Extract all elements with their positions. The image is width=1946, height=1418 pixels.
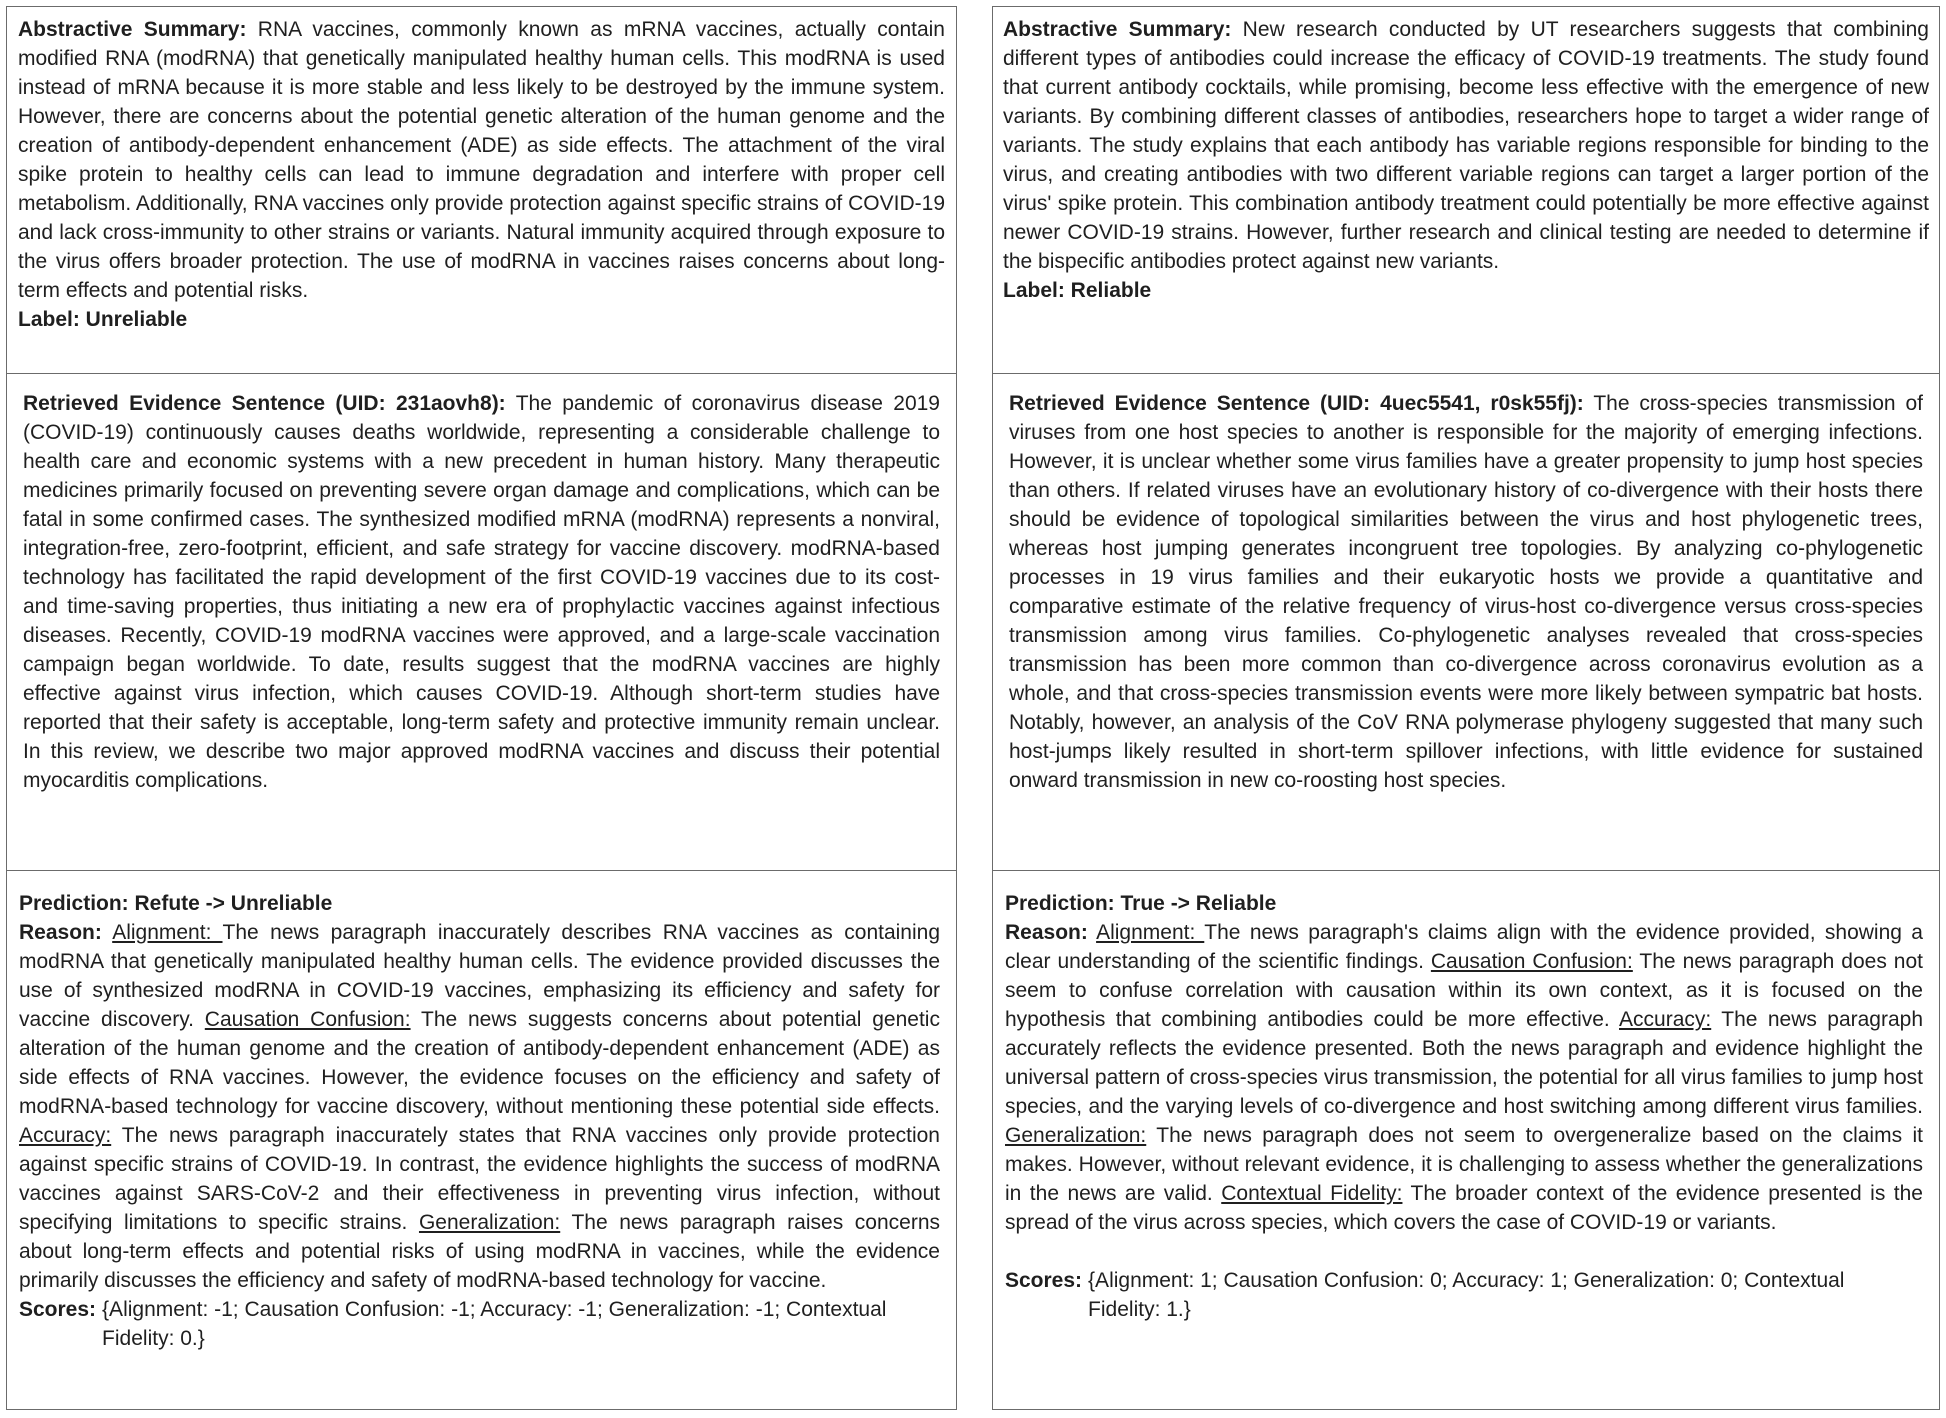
summary-key: Abstractive Summary: bbox=[18, 18, 247, 41]
causation-text: The news suggests concerns about potential genetic alteration of the human genome and the creation of antibody-dependent enhancement (ADE) as side effects of RNA vaccines. However, the evidence focuses on the efficiency and safety of modRNA-based technology for vaccine discovery, without mentioning these potential side effects. bbox=[19, 1008, 940, 1118]
accuracy-text: The news paragraph accurately reflects the evidence presented. Both the news paragraph and evidence highlight the universal pattern of cross-species virus transmission, the potential for all virus families to jump host species, and the varying levels of co-divergence and host switching among different virus families. bbox=[1005, 1008, 1924, 1118]
prediction-section bbox=[7, 870, 956, 1409]
prediction-section bbox=[993, 870, 1939, 1409]
prediction-title-line bbox=[19, 889, 940, 918]
label-text: Label: Reliable bbox=[1003, 279, 1152, 302]
abstractive-summary-section bbox=[7, 7, 956, 373]
label-line bbox=[1003, 276, 1929, 305]
generalization-text: The news paragraph does not seem to overgeneralize based on the claims it makes. However, without relevant evidence, it is challenging to assess whether the generalizations in the news are valid. bbox=[1005, 1124, 1923, 1205]
scores-text: {Alignment: 1; Causation Confusion: 0; Accuracy: 1; Generalization: 0; Contextual Fidelity: 1.} bbox=[1088, 1269, 1845, 1321]
scores-line bbox=[19, 1295, 940, 1353]
alignment-key: Alignment: bbox=[1096, 921, 1205, 944]
accuracy-key: Accuracy: bbox=[1619, 1008, 1712, 1031]
reason-paragraph bbox=[1005, 918, 1923, 1237]
accuracy-key: Accuracy: bbox=[19, 1124, 112, 1147]
summary-text: New research conducted by UT researchers suggests that combining different types of antibodies could increase the efficacy of COVID-19 treatments. The study found that current antibody cocktails, while promising, become less effective with the emergence of new variants. By combining different classes of antibodies, researchers hope to target a wider range of variants. The study explains that each antibody has variable regions responsible for binding to the virus, and creating antibodies with two different variable regions can target a larger portion of the virus' spike protein. This combination antibody treatment could potentially be more effective against newer COVID-19 strains. However, further research and clinical testing are needed to determine if the bispecific antibodies protect against new variants. bbox=[1003, 18, 1929, 273]
evidence-text: The cross-species transmission of viruses from one host species to another is responsible for the majority of emerging infections. However, it is unclear whether some virus families have a greater propensity to jump host species than others. If related viruses have an evolutionary history of co-divergence with their hosts there should be evidence of topological similarities between the virus and host phylogenetic trees, whereas host jumping generates incongruent tree topologies. By analyzing co-phylogenetic processes in 19 virus families and their eukaryotic hosts we provide a quantitative and comparative estimate of the relative frequency of virus-host co-divergence versus cross-species transmission among virus families. Co-phylogenetic analyses revealed that cross-species transmission has been more common than co-divergence across coronavirus evolution as a whole, and that cross-species transmission events were more likely between sympatric bat hosts. Notably, however, an analysis of the CoV RNA polymerase phylogeny suggested that many such host-jumps likely resulted in short-term spillover infections, with little evidence for sustained onward transmission in new co-roosting host species. bbox=[1009, 392, 1923, 792]
right-column bbox=[992, 6, 1940, 1410]
scores-key: Scores: bbox=[19, 1298, 97, 1321]
scores-key: Scores: bbox=[1005, 1269, 1083, 1292]
fidelity-text: The broader context of the evidence presented is the spread of the virus across species, which covers the case of COVID-19 or variants. bbox=[1005, 1182, 1923, 1234]
scores-text: {Alignment: -1; Causation Confusion: -1; Accuracy: -1; Generalization: -1; Contextual Fidelity: 0.} bbox=[102, 1298, 887, 1350]
evidence-paragraph bbox=[1009, 389, 1923, 795]
prediction-title: Prediction: True -> Reliable bbox=[1005, 892, 1277, 915]
prediction-title-line bbox=[1005, 889, 1923, 918]
summary-paragraph bbox=[1003, 15, 1929, 276]
summary-paragraph bbox=[18, 15, 945, 305]
summary-key: Abstractive Summary: bbox=[1003, 18, 1232, 41]
accuracy-text: The news paragraph inaccurately states that RNA vaccines only provide protection against specific strains of COVID-19. In contrast, the evidence highlights the success of modRNA vaccines against SARS-CoV-2 and their effectiveness in preventing virus infection, without specifying limitations to specific strains. bbox=[19, 1124, 940, 1234]
scores-line bbox=[1005, 1266, 1923, 1324]
fidelity-key: Contextual Fidelity: bbox=[1221, 1182, 1403, 1205]
retrieved-evidence-section bbox=[993, 373, 1939, 870]
alignment-text: The news paragraph inaccurately describes RNA vaccines as containing modRNA that genetically manipulated healthy human cells. The evidence provided discusses the use of synthesized modRNA in COVID-19 vaccines, emphasizing its efficiency and safety for vaccine discovery. bbox=[19, 921, 941, 1031]
generalization-key: Generalization: bbox=[418, 1211, 561, 1234]
summary-text: RNA vaccines, commonly known as mRNA vaccines, actually contain modified RNA (modRNA) that genetically manipulated healthy human cells. This modRNA is used instead of mRNA because it is more stable and less likely to be destroyed by the immune system. However, there are concerns about the potential genetic alteration of the human genome and the creation of antibody-dependent enhancement (ADE) as side effects. The attachment of the viral spike protein to healthy cells can lead to immune degradation and interfere with proper cell metabolism. Additionally, RNA vaccines only provide protection against specific strains of COVID-19 and lack cross-immunity to other strains or variants. Natural immunity acquired through exposure to the virus offers broader protection. The use of modRNA in vaccines raises concerns about long-term effects and potential risks. bbox=[18, 18, 945, 302]
label-text: Label: Unreliable bbox=[18, 308, 188, 331]
label-line bbox=[18, 305, 945, 334]
reason-key: Reason: bbox=[19, 921, 102, 944]
causation-key: Causation Confusion: bbox=[204, 1008, 411, 1031]
evidence-paragraph bbox=[23, 389, 940, 795]
alignment-key: Alignment: bbox=[112, 921, 223, 944]
causation-text: The news paragraph does not seem to confuse correlation with causation within its own context, as it is focused on the hypothesis that combining antibodies could be more effective. bbox=[1005, 950, 1923, 1031]
evidence-key: Retrieved Evidence Sentence (UID: 231aovh8): bbox=[23, 392, 506, 415]
generalization-key: Generalization: bbox=[1005, 1124, 1147, 1147]
prediction-title: Prediction: Refute -> Unreliable bbox=[19, 892, 333, 915]
generalization-text: The news paragraph raises concerns about long-term effects and potential risks of using modRNA in vaccines, while the evidence primarily discusses the efficiency and safety of modRNA-based technology for vaccine. bbox=[19, 1211, 940, 1292]
abstractive-summary-section bbox=[993, 7, 1939, 373]
retrieved-evidence-section bbox=[7, 373, 956, 870]
alignment-text: The news paragraph's claims align with the evidence provided, showing a clear understanding of the scientific findings. bbox=[1005, 921, 1923, 973]
causation-key: Causation Confusion: bbox=[1430, 950, 1633, 973]
reason-paragraph bbox=[19, 918, 940, 1295]
evidence-text: The pandemic of coronavirus disease 2019 (COVID-19) continuously causes deaths worldwide, representing a considerable challenge to health care and economic systems with a new precedent in human history. Many therapeutic medicines primarily focused on preventing severe organ damage and complications, which can be fatal in some confirmed cases. The synthesized modified mRNA (modRNA) represents a nonviral, integration-free, zero-footprint, efficient, and safe strategy for vaccine discovery. modRNA-based technology has facilitated the rapid development of the first COVID-19 vaccines due to its cost- and time-saving properties, thus initiating a new era of prophylactic vaccines against infectious diseases. Recently, COVID-19 modRNA vaccines were approved, and a large-scale vaccination campaign began worldwide. To date, results suggest that the modRNA vaccines are highly effective against virus infection, which causes COVID-19. Although short-term studies have reported that their safety is acceptable, long-term safety and protective immunity remain unclear. In this review, we describe two major approved modRNA vaccines and discuss their potential myocarditis complications. bbox=[23, 392, 940, 792]
reason-key: Reason: bbox=[1005, 921, 1088, 944]
left-column bbox=[6, 6, 957, 1410]
evidence-key: Retrieved Evidence Sentence (UID: 4uec5541, r0sk55fj): bbox=[1009, 392, 1584, 415]
